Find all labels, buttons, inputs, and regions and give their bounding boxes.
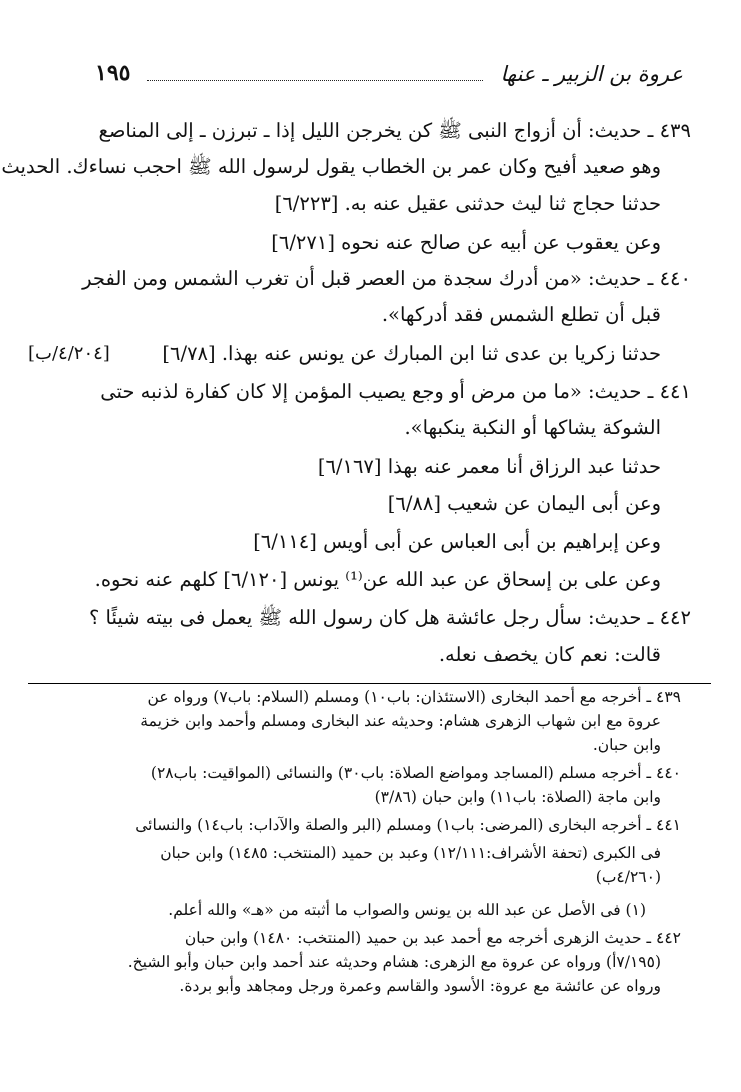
page-number: ١٩٥ <box>95 60 131 86</box>
body-line: وعن على بن إسحاق عن عبد الله عن⁽¹⁾ يونس [٦/١٢٠] كلهم عنه نحوه. <box>94 568 661 591</box>
page-header <box>95 58 683 94</box>
footnote-line: ورواه عن عائشة مع عروة: الأسود والقاسم وعمرة ورجل ومجاهد وأبو بردة. <box>179 977 661 995</box>
body-line: الشوكة يشاكها أو النكبة ينكبها». <box>404 416 661 439</box>
body-line: قبل أن تطلع الشمس فقد أدركها». <box>381 303 661 326</box>
body-line: حدثنا حجاج ثنا ليث حدثنى عقيل عنه به. [٦/٢٢٣] <box>274 192 661 215</box>
body-line: وهو صعيد أفيح وكان عمر بن الخطاب يقول لرسول الله ﷺ احجب نساءك. الحديث <box>1 155 661 178</box>
running-title: عروة بن الزبير ـ عنها <box>500 62 683 86</box>
footnote-line: (٧/١٩٥أ) ورواه عن عروة مع الزهرى: هشام وحديثه عند أحمد وابن حبان وأبو الشيخ. <box>127 953 661 971</box>
footnote-line: وابن حبان. <box>592 736 661 754</box>
footnote-line: ٤٤٢ ـ حديث الزهرى أخرجه مع أحمد عبد بن حميد (المنتخب: ١٤٨٠) وابن حبان <box>184 929 681 947</box>
footnote-line: (١) فى الأصل عن عبد الله بن يونس والصواب ما أثبته من «هـ» والله أعلم. <box>168 901 646 919</box>
body-line: ٤٣٩ ـ حديث: أن أزواج النبى ﷺ كن يخرجن الليل إذا ـ تبرزن ـ إلى المناصع <box>98 119 691 142</box>
body-line: قالت: نعم كان يخصف نعله. <box>438 643 661 666</box>
footnote-line: ٤٤١ ـ أخرجه البخارى (المرضى: باب١) ومسلم (البر والصلة والآداب: باب١٤) والنسائى <box>135 816 681 834</box>
footnote-line: فى الكبرى (تحفة الأشراف:١٢/١١١) وعبد بن حميد (المنتخب: ١٤٨٥) وابن حبان <box>160 844 661 862</box>
body-line: وعن يعقوب عن أبيه عن صالح عنه نحوه [٦/٢٧١] <box>271 231 661 254</box>
footnote-line: عروة مع ابن شهاب الزهرى هشام: وحديثه عند البخارى ومسلم وأحمد وابن خزيمة <box>140 712 661 730</box>
body-line: وعن إبراهيم بن أبى العباس عن أبى أويس [٦/١١٤] <box>253 530 661 553</box>
footnote-line: ٤٤٠ ـ أخرجه مسلم (المساجد ومواضع الصلاة: باب٣٠) والنسائى (المواقيت: باب٢٨) <box>150 764 681 782</box>
body-line: ٤٤١ ـ حديث: «ما من مرض أو وجع يصيب المؤمن إلا كان كفارة لذنبه حتى <box>100 380 691 403</box>
footnote-line: (٤/٢٦٠ب) <box>595 868 661 886</box>
header-dotted-rule <box>147 80 483 81</box>
footnote-line: ٤٣٩ ـ أخرجه مع أحمد البخارى (الاستئذان: باب١٠) ومسلم (السلام: باب٧) ورواه عن <box>147 688 681 706</box>
body-line: حدثنا عبد الرزاق أنا معمر عنه بهذا [٦/١٦٧] <box>317 455 661 478</box>
body-line: وعن أبى اليمان عن شعيب [٦/٨٨] <box>387 492 661 515</box>
body-line: ٤٤٠ ـ حديث: «من أدرك سجدة من العصر قبل أن تغرب الشمس ومن الفجر <box>82 267 691 290</box>
footnote-line: وابن ماجة (الصلاة: باب١١) وابن حبان (٣/٨٦) <box>374 788 661 806</box>
body-line: ٤٤٢ ـ حديث: سأل رجل عائشة هل كان رسول الله ﷺ يعمل فى بيته شيئًا ؟ <box>88 606 691 629</box>
footnote-separator <box>28 683 711 684</box>
body-line: حدثنا زكريا بن عدى ثنا ابن المبارك عن يونس عنه بهذا. [٦/٧٨] <box>162 342 661 365</box>
margin-note: [٤/٢٠٤/ب] <box>28 343 110 364</box>
